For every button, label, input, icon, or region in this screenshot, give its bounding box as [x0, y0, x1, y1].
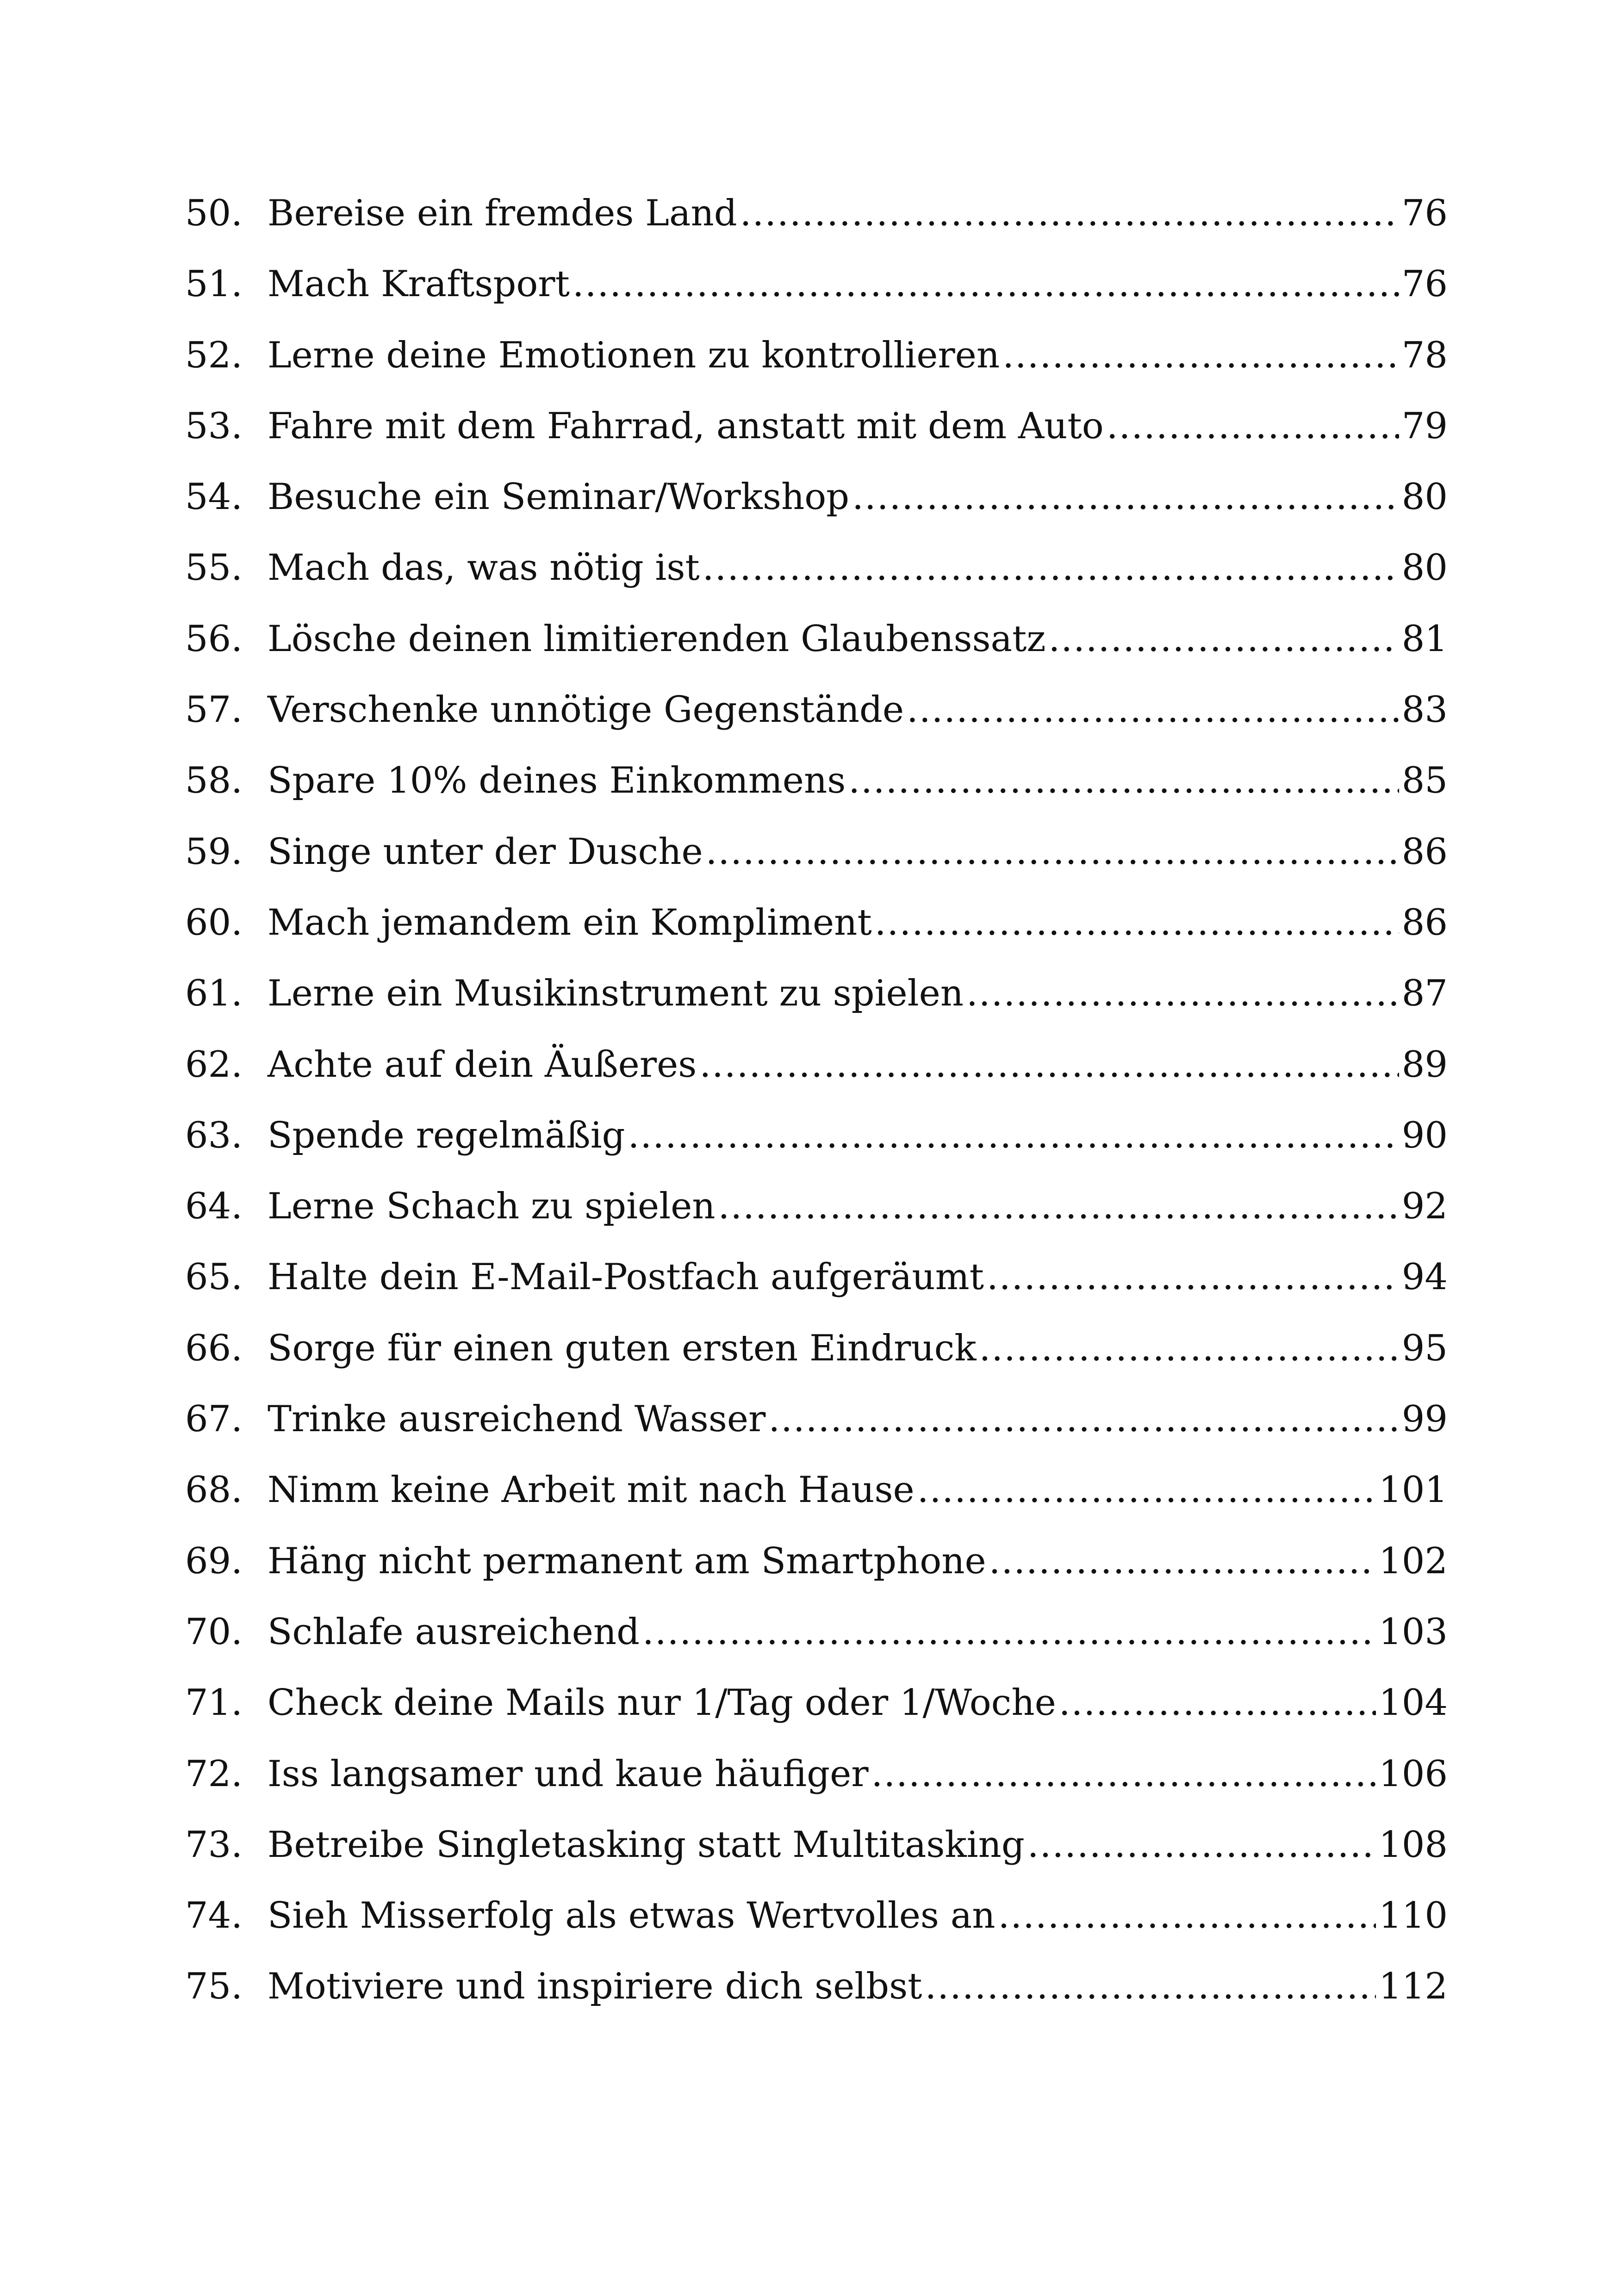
toc-entry-number: 50.: [185, 192, 243, 234]
toc-entry-number: 60.: [185, 901, 243, 943]
toc-entry[interactable]: [185, 1668, 1448, 1738]
dot-leader: [1107, 391, 1399, 462]
toc-entry-number: 57.: [185, 689, 243, 731]
toc-entry-number: 56.: [185, 618, 243, 660]
toc-entry-page-number: 112: [1379, 1966, 1448, 2008]
dot-leader: [703, 533, 1399, 603]
toc-entry-title: Betreibe Singletasking statt Multitasking: [268, 1824, 1025, 1866]
toc-entry[interactable]: [185, 1100, 1448, 1171]
toc-entry[interactable]: [185, 1455, 1448, 1526]
toc-entry[interactable]: [185, 391, 1448, 462]
toc-entry-title: Lerne deine Emotionen zu kontrollieren: [268, 334, 1000, 376]
toc-entry[interactable]: [185, 958, 1448, 1029]
toc-entry-page-number: 81: [1401, 618, 1448, 660]
toc-entry-title: Bereise ein fremdes Land: [268, 192, 737, 234]
toc-entry[interactable]: [185, 462, 1448, 533]
toc-entry-number: 59.: [185, 831, 243, 873]
toc-entry-number: 71.: [185, 1682, 243, 1724]
toc-entry-page-number: 95: [1401, 1327, 1448, 1369]
toc-entry-title: Lerne Schach zu spielen: [268, 1185, 716, 1228]
toc-entry-page-number: 99: [1401, 1398, 1448, 1440]
toc-entry[interactable]: [185, 1951, 1448, 2022]
toc-entry-number: 62.: [185, 1043, 243, 1086]
toc-entry-title: Singe unter der Dusche: [268, 831, 703, 873]
toc-entry-number: 67.: [185, 1398, 243, 1440]
toc-entry-page-number: 85: [1401, 760, 1448, 802]
toc-entry-title: Sorge für einen guten ersten Eindruck: [268, 1327, 977, 1369]
toc-entry-title: Spare 10% deines Einkommens: [268, 760, 846, 802]
dot-leader: [979, 1313, 1399, 1384]
toc-entry[interactable]: [185, 604, 1448, 675]
dot-leader: [875, 887, 1399, 958]
dot-leader: [852, 462, 1399, 533]
dot-leader: [699, 1030, 1399, 1100]
toc-entry-page-number: 78: [1401, 334, 1448, 376]
toc-entry-page-number: 90: [1401, 1114, 1448, 1156]
toc-entry-page-number: 76: [1401, 263, 1448, 305]
dot-leader: [907, 675, 1399, 745]
toc-entry-number: 51.: [185, 263, 243, 305]
toc-entry-page-number: 79: [1401, 405, 1448, 447]
toc-entry-page-number: 110: [1379, 1895, 1448, 1937]
dot-leader: [1027, 1810, 1376, 1880]
toc-entry-page-number: 108: [1379, 1824, 1448, 1866]
toc-entry-title: Nimm keine Arbeit mit nach Hause: [268, 1469, 915, 1511]
toc-entry-number: 52.: [185, 334, 243, 376]
toc-entry-title: Check deine Mails nur 1/Tag oder 1/Woche: [268, 1682, 1056, 1724]
dot-leader: [573, 249, 1399, 320]
toc-entry-title: Fahre mit dem Fahrrad, anstatt mit dem Auto: [268, 405, 1104, 447]
toc-entry[interactable]: [185, 1171, 1448, 1242]
toc-entry[interactable]: [185, 1597, 1448, 1668]
toc-entry[interactable]: [185, 249, 1448, 320]
toc-entry-number: 55.: [185, 547, 243, 589]
toc-entry-page-number: 83: [1401, 689, 1448, 731]
dot-leader: [917, 1455, 1376, 1526]
dot-leader: [1049, 604, 1399, 675]
toc-entry-title: Mach jemandem ein Kompliment: [268, 901, 872, 943]
toc-entry-number: 72.: [185, 1753, 243, 1795]
toc-entry-title: Mach Kraftsport: [268, 263, 570, 305]
dot-leader: [1002, 320, 1399, 391]
toc-entry-number: 69.: [185, 1540, 243, 1582]
toc-entry-title: Lösche deinen limitierenden Glaubenssatz: [268, 618, 1046, 660]
toc-entry-number: 70.: [185, 1611, 243, 1653]
toc-entry-page-number: 101: [1379, 1469, 1448, 1511]
dot-leader: [706, 817, 1399, 887]
toc-entry-page-number: 94: [1401, 1256, 1448, 1298]
toc-entry[interactable]: [185, 887, 1448, 958]
table-of-contents: [185, 178, 1448, 2023]
toc-entry-page-number: 80: [1401, 547, 1448, 589]
dot-leader: [871, 1739, 1376, 1810]
toc-entry-title: Besuche ein Seminar/Workshop: [268, 476, 850, 518]
dot-leader: [987, 1242, 1399, 1313]
toc-entry[interactable]: [185, 1030, 1448, 1100]
dot-leader: [925, 1951, 1376, 2022]
dot-leader: [1059, 1668, 1376, 1738]
toc-entry[interactable]: [185, 1739, 1448, 1810]
toc-entry[interactable]: [185, 745, 1448, 816]
toc-entry-page-number: 104: [1379, 1682, 1448, 1724]
toc-entry-number: 73.: [185, 1824, 243, 1866]
toc-entry-page-number: 86: [1401, 901, 1448, 943]
toc-entry-page-number: 102: [1379, 1540, 1448, 1582]
toc-entry-number: 74.: [185, 1895, 243, 1937]
toc-entry-number: 64.: [185, 1185, 243, 1228]
toc-entry[interactable]: [185, 178, 1448, 249]
toc-entry-title: Häng nicht permanent am Smartphone: [268, 1540, 986, 1582]
toc-entry-page-number: 103: [1379, 1611, 1448, 1653]
toc-entry[interactable]: [185, 1880, 1448, 1951]
toc-entry-number: 54.: [185, 476, 243, 518]
toc-entry-page-number: 76: [1401, 192, 1448, 234]
toc-entry[interactable]: [185, 675, 1448, 745]
dot-leader: [628, 1100, 1399, 1171]
toc-entry-page-number: 92: [1401, 1185, 1448, 1228]
toc-entry-number: 53.: [185, 405, 243, 447]
toc-entry-page-number: 86: [1401, 831, 1448, 873]
toc-entry[interactable]: [185, 1313, 1448, 1384]
toc-entry-title: Mach das, was nötig ist: [268, 547, 700, 589]
toc-entry[interactable]: [185, 1526, 1448, 1597]
dot-leader: [642, 1597, 1376, 1668]
toc-entry-number: 61.: [185, 973, 243, 1015]
toc-entry-title: Trinke ausreichend Wasser: [268, 1398, 766, 1440]
toc-entry-title: Halte dein E-Mail-Postfach aufgeräumt: [268, 1256, 984, 1298]
toc-entry-page-number: 89: [1401, 1043, 1448, 1086]
dot-leader: [966, 958, 1399, 1029]
toc-entry-number: 75.: [185, 1966, 243, 2008]
dot-leader: [998, 1880, 1376, 1951]
toc-entry-title: Sieh Misserfolg als etwas Wertvolles an: [268, 1895, 996, 1937]
dot-leader: [718, 1171, 1399, 1242]
toc-entry-title: Schlafe ausreichend: [268, 1611, 640, 1653]
toc-entry[interactable]: [185, 533, 1448, 603]
toc-entry-title: Achte auf dein Äußeres: [268, 1043, 697, 1086]
dot-leader: [768, 1384, 1399, 1455]
toc-entry-number: 66.: [185, 1327, 243, 1369]
toc-entry-title: Motiviere und inspiriere dich selbst: [268, 1966, 922, 2008]
dot-leader: [848, 745, 1399, 816]
toc-entry[interactable]: [185, 320, 1448, 391]
toc-entry[interactable]: [185, 1242, 1448, 1313]
toc-entry-title: Iss langsamer und kaue häufiger: [268, 1753, 869, 1795]
toc-entry-number: 68.: [185, 1469, 243, 1511]
toc-entry-title: Lerne ein Musikinstrument zu spielen: [268, 973, 964, 1015]
dot-leader: [989, 1526, 1376, 1597]
toc-entry-page-number: 87: [1401, 973, 1448, 1015]
toc-entry-page-number: 106: [1379, 1753, 1448, 1795]
toc-entry[interactable]: [185, 1810, 1448, 1880]
toc-entry-number: 65.: [185, 1256, 243, 1298]
toc-entry-title: Spende regelmäßig: [268, 1114, 625, 1156]
toc-entry[interactable]: [185, 817, 1448, 887]
toc-entry-number: 58.: [185, 760, 243, 802]
toc-entry-number: 63.: [185, 1114, 243, 1156]
toc-entry-page-number: 80: [1401, 476, 1448, 518]
dot-leader: [740, 178, 1399, 249]
toc-entry[interactable]: [185, 1384, 1448, 1455]
toc-entry-title: Verschenke unnötige Gegenstände: [268, 689, 904, 731]
